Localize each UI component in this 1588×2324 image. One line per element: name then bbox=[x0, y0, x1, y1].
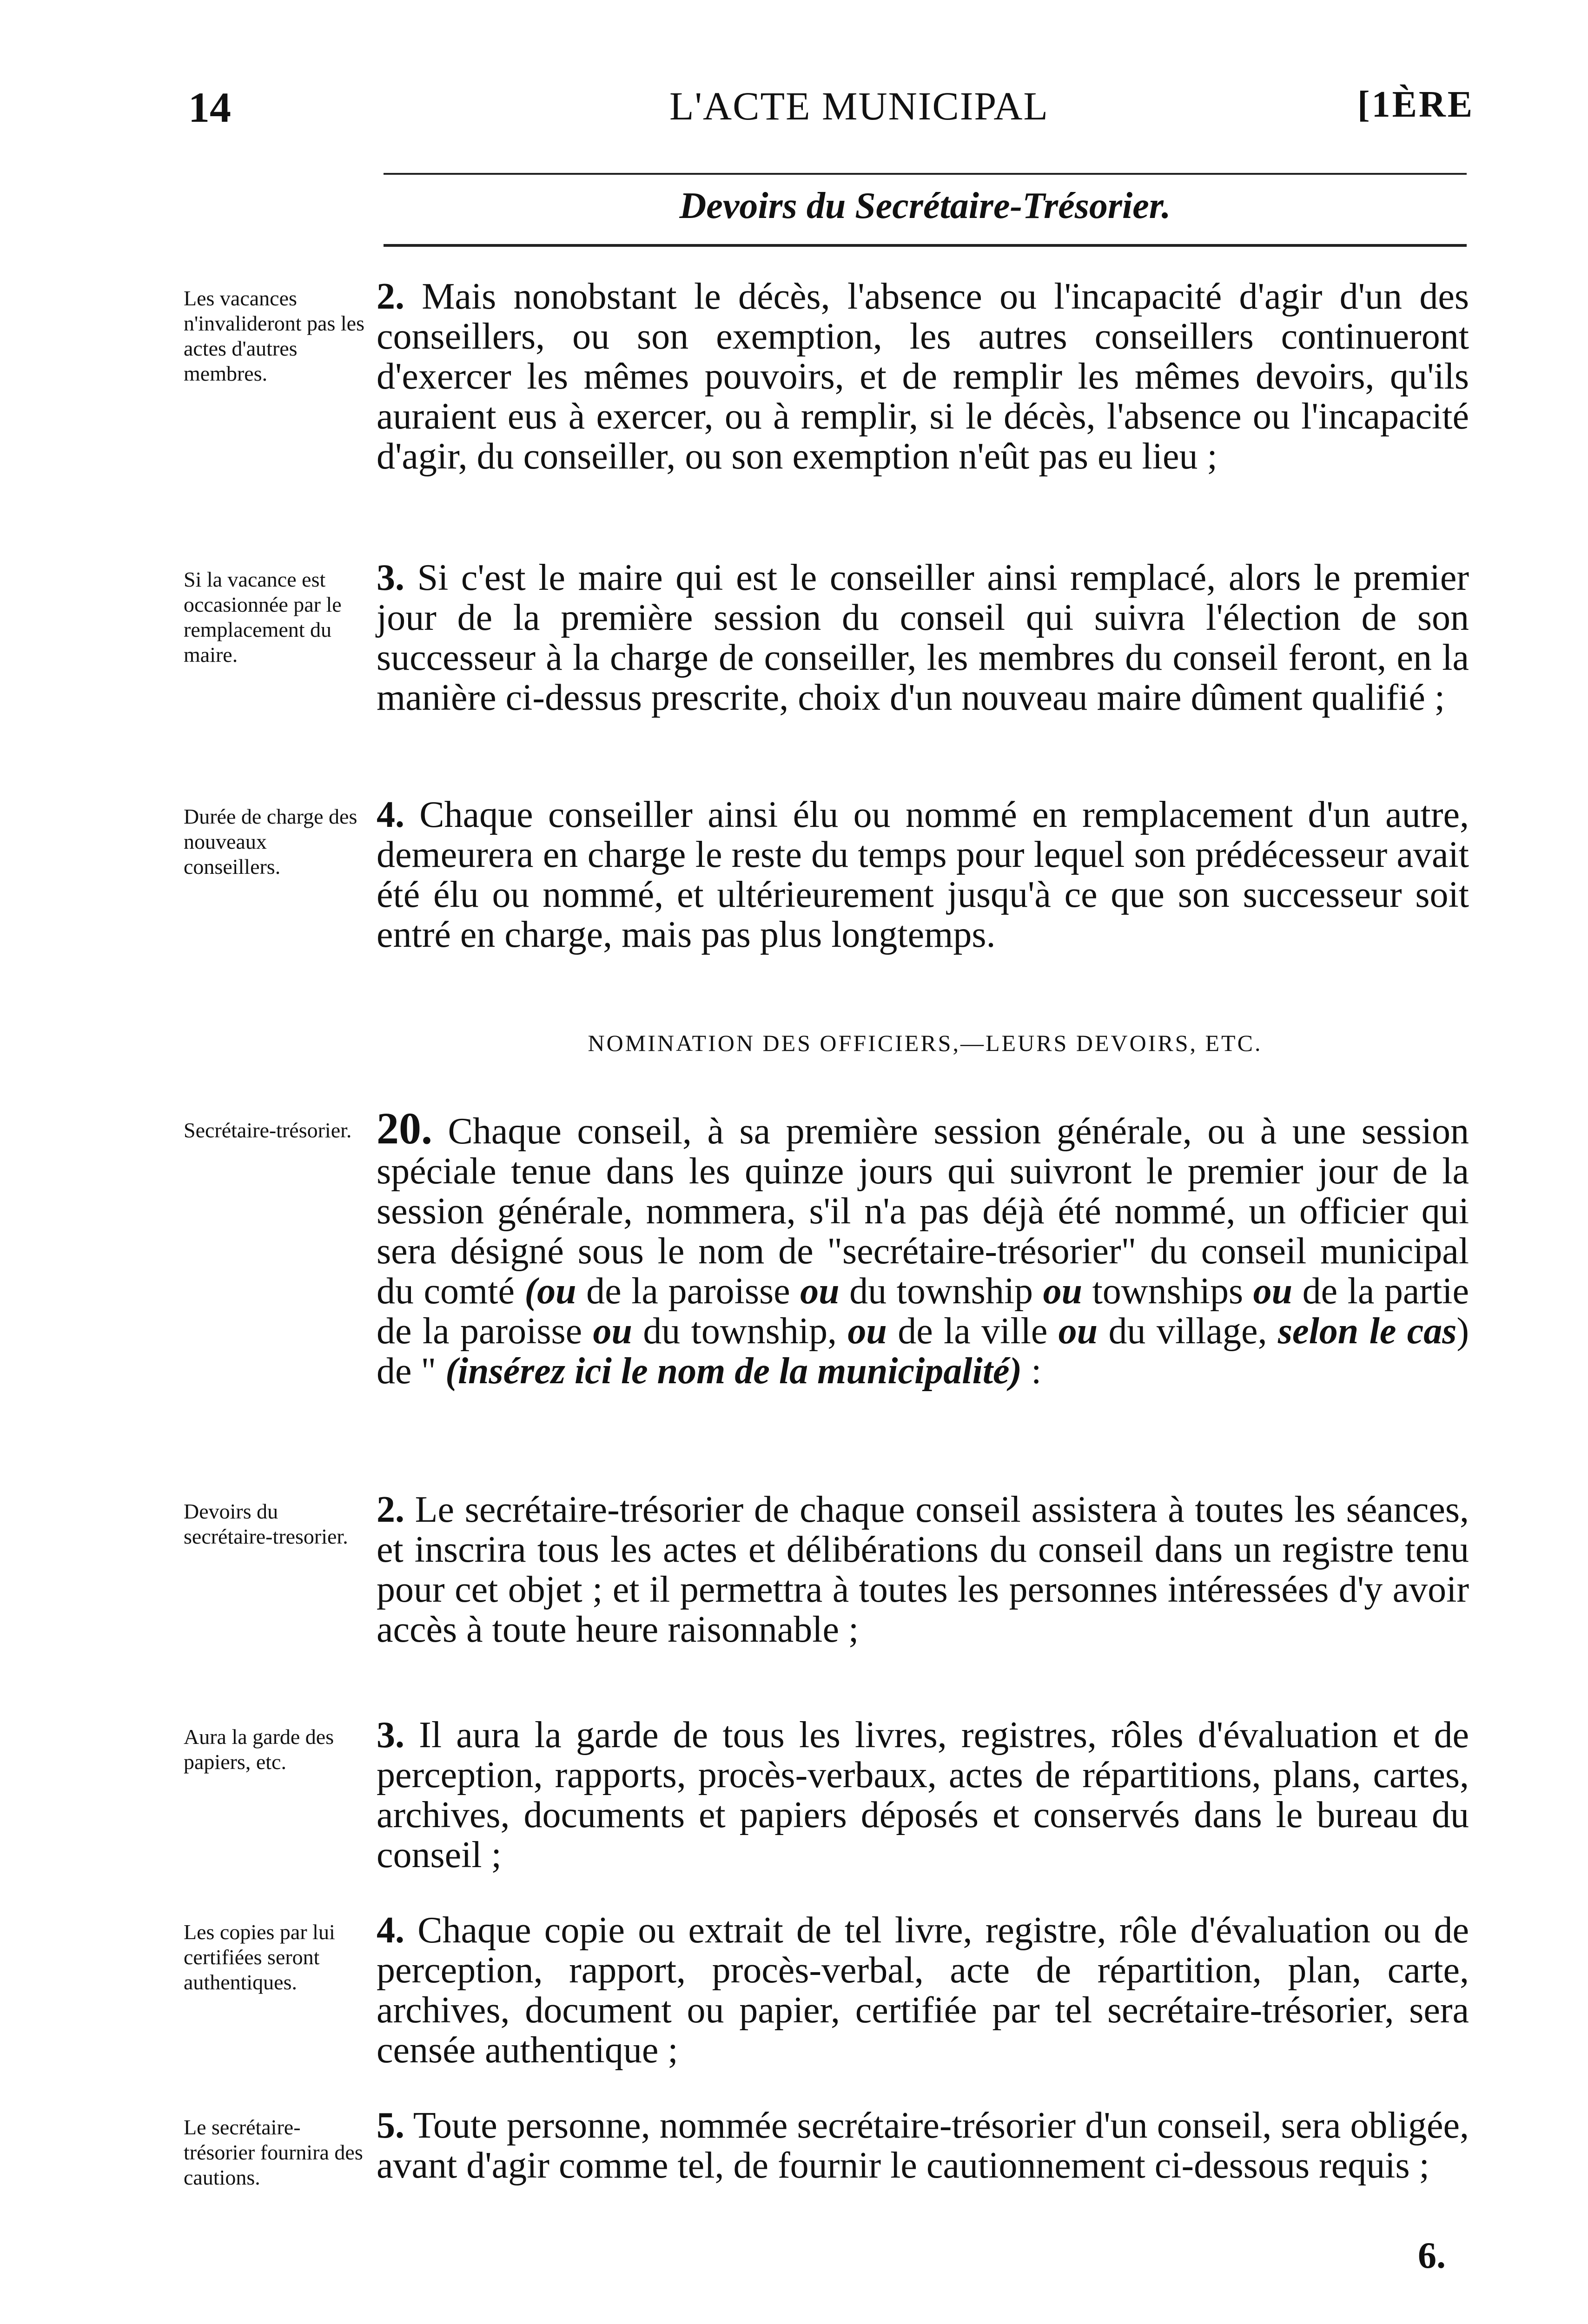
paragraph-text: Chaque conseil, à sa première session générale, ou à une session spéciale tenue dans les quinze jours qui suivront le premier jour de la session générale, nommera, s'il n'a pas déjà été nommé, un officier qui sera désigné sous le nom de "secrétaire-trésorier" du conseil municipal du comté bbox=[377, 1111, 1469, 1312]
catchword: 6. bbox=[1418, 2235, 1446, 2276]
paragraph bbox=[377, 1715, 1469, 1875]
margin-note: Devoirs du secrétaire-tresorier. bbox=[184, 1499, 348, 1548]
paragraph-block bbox=[184, 277, 1471, 476]
section-title: Devoirs du Secrétaire-Trésorier. bbox=[679, 185, 1171, 226]
paragraph-text: : bbox=[1022, 1351, 1042, 1392]
paragraph-text: de la partie de la paroisse bbox=[377, 1271, 1469, 1352]
paragraph-number: 4. bbox=[377, 794, 404, 835]
paragraph-text: du township, bbox=[632, 1311, 848, 1352]
margin-note: Les vacances n'invalideront pas les actes d'autres membres. bbox=[184, 286, 364, 385]
margin-note: Si la vacance est occasionnée par le remplacement du maire. bbox=[184, 568, 342, 667]
paragraph-text: Il aura la garde de tous les livres, registres, rôles d'évaluation et de perception, rapports, procès-verbaux, actes de répartitions, plans, cartes, archives, documents et papiers déposés et conservés dans le bureau du conseil ; bbox=[377, 1715, 1469, 1875]
paragraph-text: du township bbox=[839, 1271, 1043, 1312]
italic-text: (insérez ici le nom de la municipalité) bbox=[445, 1351, 1022, 1392]
paragraph-text: Si c'est le maire qui est le conseiller ainsi remplacé, alors le premier jour de la première session du conseil qui suivra l'élection de son successeur à la charge de conseiller, les membres du conseil feront, en la manière ci-dessus prescrite, choix d'un nouveau maire dûment qualifié ; bbox=[377, 557, 1469, 718]
italic-text: ou bbox=[1043, 1271, 1083, 1312]
section-20-block bbox=[184, 1103, 1471, 1392]
italic-text: (ou bbox=[524, 1271, 576, 1312]
header-rule-bottom bbox=[384, 244, 1467, 247]
paragraph-text: du village, bbox=[1098, 1311, 1278, 1352]
paragraph-text: de la paroisse bbox=[576, 1271, 801, 1312]
italic-text: selon le cas bbox=[1277, 1311, 1457, 1352]
paragraph-text: Chaque conseiller ainsi élu ou nommé en remplacement d'un autre, demeurera en charge le reste du temps pour lequel son prédécesseur avait été élu ou nommé, et ultérieurement jusqu'à ce que son successeur soit entré en charge, mais pas plus longtemps. bbox=[377, 794, 1469, 955]
paragraph bbox=[377, 558, 1469, 718]
subheading: NOMINATION DES OFFICIERS,—LEURS DEVOIRS, ETC. bbox=[588, 1030, 1263, 1056]
paragraph bbox=[377, 1910, 1469, 2070]
paragraph-number: 2. bbox=[377, 1489, 404, 1530]
paragraph-number: 3. bbox=[377, 557, 404, 598]
paragraph-text: townships bbox=[1082, 1271, 1253, 1312]
chapter-tag: [1ÈRE bbox=[1357, 84, 1475, 125]
paragraph bbox=[377, 795, 1469, 955]
paragraph bbox=[377, 1103, 1469, 1392]
paragraph-number: 5. bbox=[377, 2105, 404, 2146]
paragraph-text: Chaque copie ou extrait de tel livre, registre, rôle d'évaluation ou de perception, rapport, procès-verbal, acte de répartition, plan, carte, archives, document ou papier, certifiée par tel secrétaire-trésorier, sera censée authentique ; bbox=[377, 1910, 1469, 2071]
paragraph-block bbox=[184, 1715, 1471, 1875]
paragraph-block bbox=[184, 1910, 1471, 2070]
italic-text: ou bbox=[847, 1311, 887, 1352]
paragraph-block bbox=[184, 2105, 1471, 2189]
margin-note: Durée de charge des nouveaux conseillers. bbox=[184, 805, 357, 878]
margin-note: Les copies par lui certifiées seront authentiques. bbox=[184, 1920, 335, 1994]
paragraph-block bbox=[184, 558, 1471, 718]
italic-text: ou bbox=[800, 1271, 840, 1312]
paragraph-text: Toute personne, nommée secrétaire-trésorier d'un conseil, sera obligée, avant d'agir comme tel, de fournir le cautionnement ci-dessous requis ; bbox=[377, 2105, 1469, 2186]
paragraph-text: ) de " bbox=[377, 1311, 1469, 1392]
paragraph-text: Mais nonobstant le décès, l'absence ou l'incapacité d'agir d'un des conseillers, ou son exemption, les autres conseillers continueront d'exercer les mêmes pouvoirs, et de remplir les mêmes devoirs, qu'ils auraient eus à exercer, ou à remplir, si le décès, l'absence ou l'incapacité d'agir, du conseiller, ou son exemption n'eût pas eu lieu ; bbox=[377, 276, 1469, 477]
paragraph-number: 3. bbox=[377, 1715, 404, 1756]
paragraph-text: de la ville bbox=[887, 1311, 1059, 1352]
running-title: L'ACTE MUNICIPAL bbox=[669, 84, 1049, 128]
paragraph-text: Le secrétaire-trésorier de chaque conseil assistera à toutes les séances, et inscrira tous les actes et délibérations du conseil dans un registre tenu pour cet objet ; et il permettra à toutes les personnes intéressées d'y avoir accès à toute heure raisonnable ; bbox=[377, 1489, 1469, 1650]
header-rule-top bbox=[384, 173, 1467, 175]
paragraph bbox=[377, 1490, 1469, 1650]
paragraph-block bbox=[184, 1490, 1471, 1650]
paragraph bbox=[377, 2106, 1469, 2185]
italic-text: ou bbox=[1058, 1311, 1098, 1352]
section-number: 20. bbox=[377, 1103, 432, 1153]
italic-text: ou bbox=[593, 1311, 632, 1352]
paragraph-block bbox=[184, 795, 1471, 955]
paragraph bbox=[377, 277, 1469, 476]
paragraph-number: 2. bbox=[377, 276, 404, 317]
italic-text: ou bbox=[1253, 1271, 1293, 1312]
margin-note: Secrétaire-trésorier. bbox=[184, 1118, 352, 1142]
margin-note: Le secrétaire-trésorier fournira des cautions. bbox=[184, 2115, 363, 2189]
page-number: 14 bbox=[188, 84, 231, 131]
paragraph-number: 4. bbox=[377, 1910, 404, 1951]
margin-note: Aura la garde des papiers, etc. bbox=[184, 1725, 334, 1774]
